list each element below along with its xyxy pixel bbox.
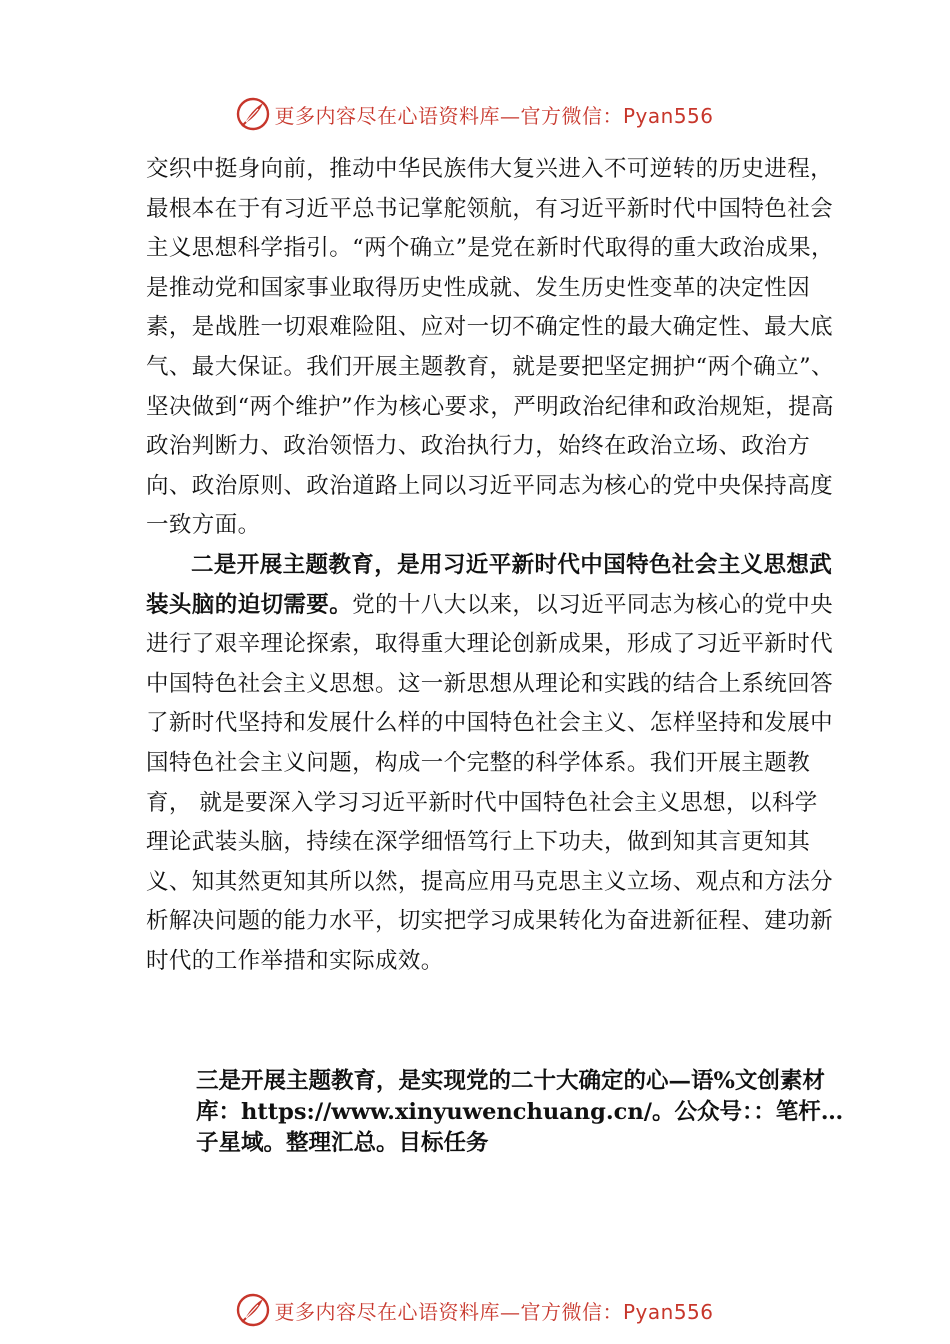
paragraph-3: 三是开展主题教育，是实现党的二十大确定的心—语%文创素材库：https://www.xinyuwenchuang.cn/。公众号：：笔杆…子星域。整理汇总。目标任务: [196, 1068, 844, 1156]
paragraph-1: 交织中挺身向前，推动中华民族伟大复兴进入不可逆转的历史进程，最根本在于有习近平总书记掌舵领航，有习近平新时代中国特色社会主义思想科学指引。“两个确立”是党在新时代取得的重大政治成果，是推动党和国家事业取得历史性成就、发生历史性变革的决定性因素，是战胜一切艰难险阻、应对一切不确定性的最大确定性、最大底气、最大保证。我们开展主题教育，就是要把坚定拥护“两个确立”、坚决做到“两个维护”作为核心要求，严明政治纪律和政治规矩，提高政治判断力、政治领悟力、政治执行力，始终在政治立场、政治方向、政治原则、政治道路上同以习近平同志为核心的党中央保持高度一致方面。: [146, 156, 834, 539]
header-banner: [0, 94, 950, 134]
banner-slogan: 更多内容尽在心语资料库—官方微信：: [274, 1299, 623, 1324]
feather-logo-icon: [236, 1293, 270, 1327]
banner-text: [274, 1296, 713, 1325]
paragraph-2: [146, 546, 836, 982]
wechat-id: Pyan556: [622, 1299, 714, 1324]
document-body: [146, 150, 836, 981]
paragraph-2-heading: 二是开展主题教育，是用习近平新时代中国特色社会主义思想武装头脑的迫切需要。: [146, 551, 833, 618]
banner-text: [274, 100, 713, 129]
feather-logo-icon: [236, 97, 270, 131]
wechat-id: Pyan556: [622, 103, 714, 128]
footer-banner: [0, 1290, 950, 1330]
banner-slogan: 更多内容尽在心语资料库—官方微信：: [274, 103, 623, 128]
paragraph-2-text: 党的十八大以来，以习近平同志为核心的党中央进行了艰辛理论探索，取得重大理论创新成果，形成了习近平新时代中国特色社会主义思想。这一新思想从理论和实践的结合上系统回答了新时代坚持和发展什么样的中国特色社会主义、怎样坚持和发展中国特色社会主义问题，构成一个完整的科学体系。我们开展主题教育， 就是要深入学习习近平新时代中国特色社会主义思想，以科学理论武装头脑，持续在深学细悟笃行上下功夫，做到知其言更知其义、知其然更知其所以然，提高应用马克思主义立场、观点和方法分析解决问题的能力水平，切实把学习成果转化为奋进新征程、建功新时代的工作举措和实际成效。: [146, 591, 834, 974]
